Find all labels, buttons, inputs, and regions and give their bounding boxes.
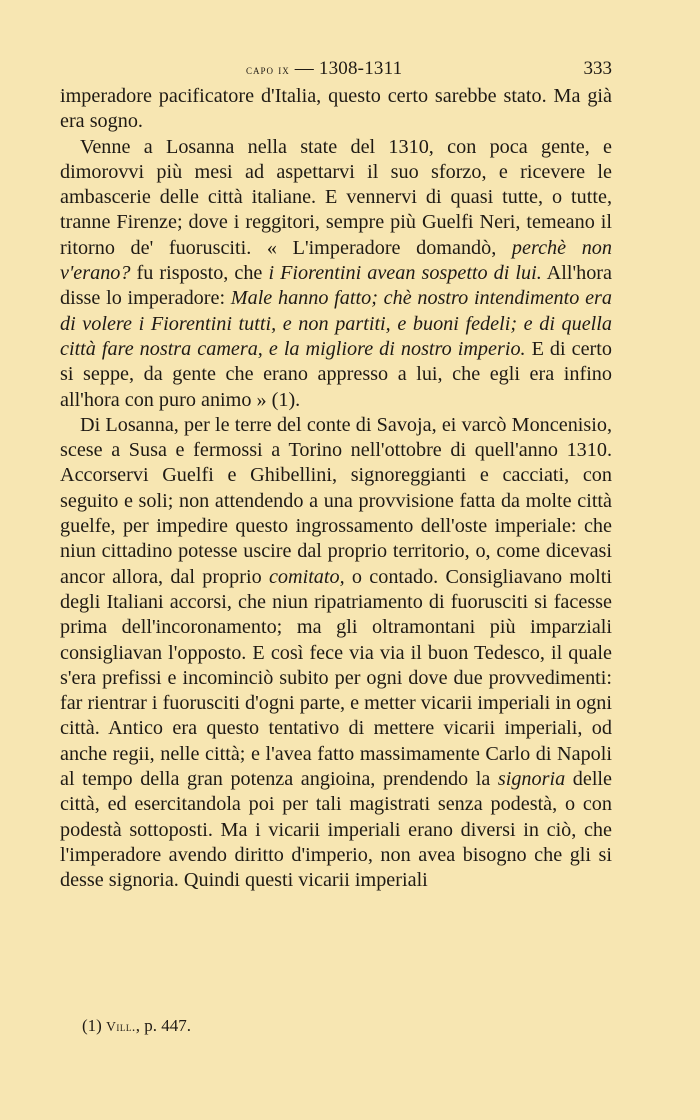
italic-text: signoria bbox=[497, 768, 566, 791]
paragraph bbox=[60, 135, 612, 413]
page-number: 333 bbox=[583, 58, 612, 79]
body-text bbox=[60, 84, 612, 894]
chapter-label: capo ix bbox=[246, 62, 290, 77]
footnote-author: Vill. bbox=[106, 1019, 136, 1034]
text-run: delle città, ed esercitandola poi per tali magistrati senza podestà, o con podestà sottoposti. Ma i vicarii imperiali erano diversi in ciò, che l'imperadore avendo diritto d'imperio, non avea bisogno che gli si desse signoria. Quindi questi vicarii imperiali bbox=[60, 768, 612, 892]
text-run: o contado. Consigliavano molti degli Italiani accorsi, che niun ripatriamento di fuorusciti si facesse prima dell'incoronamento; ma gli oltramontani più imparziali consigliavan l'opposto. E così fece via via il buon Tedesco, il quale s'era prefissi e incominciò subito per ogni dove due provvedimenti: far rientrar i fuorusciti d'ogni parte, e metter vicarii imperiali in ogni città. Antico era questo tentativo di mettere vicarii imperiali, od anche regii, nelle città; e l'avea fatto massimamente Carlo di Napoli al tempo della gran potenza angioina, prendendo la bbox=[60, 565, 612, 791]
text-run: E di certo si seppe, da gente che erano appresso a lui, che egli era infino all'hora con puro animo » (1). bbox=[60, 337, 612, 411]
text-run: All'hora disse lo imperadore: bbox=[60, 262, 612, 310]
running-title bbox=[246, 54, 402, 85]
footnote bbox=[82, 1014, 191, 1039]
chapter-years: 1308-1311 bbox=[318, 58, 403, 79]
footnote-reference: , p. 447. bbox=[135, 1016, 191, 1035]
text-run: fu risposto, che bbox=[130, 262, 269, 285]
text-run: imperadore pacificatore d'Italia, questo certo sarebbe stato. Ma già era sogno. bbox=[60, 85, 612, 133]
title-dash: — bbox=[289, 58, 319, 79]
book-page bbox=[60, 54, 612, 894]
italic-text: Male hanno fatto; chè nostro intendimento era di volere i Fiorentini tutti, e non partiti, e buoni fedeli; e di quella città fare nostra camera, e la migliore di nostro imperio. bbox=[60, 287, 612, 360]
paragraph bbox=[60, 413, 612, 894]
paragraph bbox=[60, 84, 612, 135]
text-run: Venne a Losanna nella state del 1310, con poca gente, e dimorovvi più mesi ad aspettarvi il suo sforzo, e ricevere le ambascerie delle città italiane. E vennervi di quasi tutte, o tutte, tranne Firenze; dove i reggitori, sempre più Guelfi Neri, temeano il ritorno de' fuorusciti. « L'imperadore domandò, bbox=[60, 135, 612, 259]
italic-text: i Fiorentini avean sospetto di lui. bbox=[268, 262, 542, 285]
running-header bbox=[60, 54, 612, 84]
footnote-marker: (1) bbox=[82, 1016, 107, 1035]
italic-text: comitato, bbox=[268, 565, 345, 588]
italic-text: perchè non v'erano? bbox=[60, 236, 612, 285]
text-run: Di Losanna, per le terre del conte di Savoja, ei varcò Moncenisio, scese a Susa e fermossi a Torino nell'ottobre di quell'anno 1310. Accorservi Guelfi e Ghibellini, signoreggianti e cacciati, con seguito e soli; non attendendo a una provvisione fatta da molte città guelfe, per impedire questo ingrossamento dell'oste imperiale: che niun cittadino potesse uscire dal proprio territorio, o, come dicevasi ancor allora, dal proprio bbox=[60, 413, 612, 588]
